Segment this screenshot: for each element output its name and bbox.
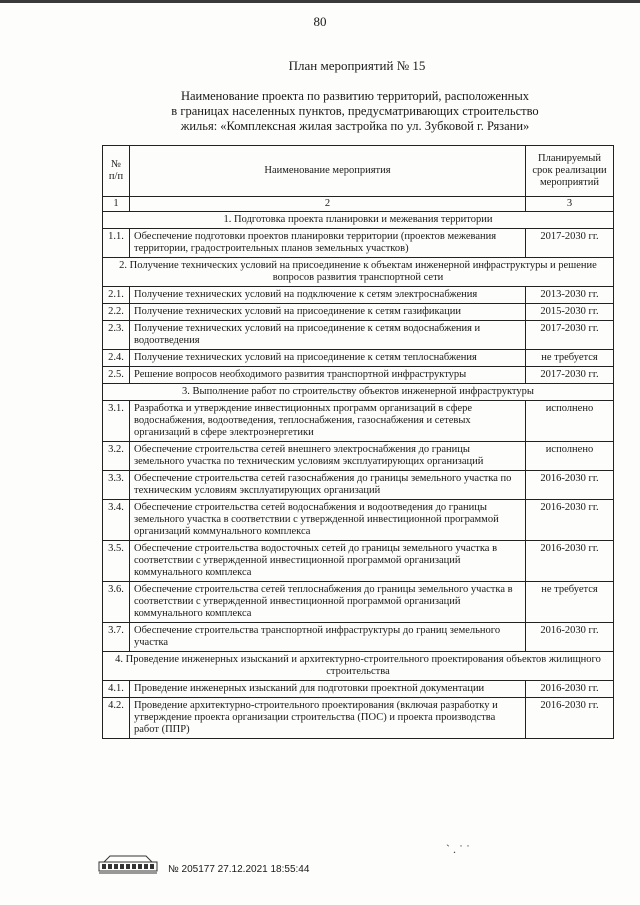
table-row — [103, 623, 614, 652]
row-num: 2.2. — [103, 304, 130, 321]
project-name — [120, 89, 590, 134]
row-num: 3.7. — [103, 623, 130, 652]
row-term: 2015-2030 гг. — [526, 304, 614, 321]
table-row — [103, 229, 614, 258]
table-row — [103, 321, 614, 350]
table-row — [103, 401, 614, 442]
row-num: 4.1. — [103, 681, 130, 698]
scan-top-edge — [0, 0, 640, 10]
section-row — [103, 258, 614, 287]
row-term: исполнено — [526, 401, 614, 442]
row-term: 2016-2030 гг. — [526, 471, 614, 500]
column-number: 1 — [103, 197, 130, 212]
header-name: Наименование мероприятия — [130, 146, 526, 197]
row-name: Решение вопросов необходимого развития транспортной инфраструктуры — [130, 367, 526, 384]
row-num: 2.1. — [103, 287, 130, 304]
table-row — [103, 681, 614, 698]
row-term: 2016-2030 гг. — [526, 500, 614, 541]
table-row — [103, 367, 614, 384]
row-name: Обеспечение подготовки проектов планировки территории (проектов межевания территории, градостроительных планов земельных участков) — [130, 229, 526, 258]
row-name: Обеспечение строительства транспортной инфраструктуры до границ земельного участка — [130, 623, 526, 652]
column-number: 2 — [130, 197, 526, 212]
row-term: не требуется — [526, 350, 614, 367]
section-title: 3. Выполнение работ по строительству объектов инженерной инфраструктуры — [103, 384, 614, 401]
row-name: Обеспечение строительства сетей водоснабжения и водоотведения до границы земельного участка в соответствии с утвержденной инвестиционной программой организаций коммунального комплекса — [130, 500, 526, 541]
table-row — [103, 541, 614, 582]
row-name: Обеспечение строительства сетей внешнего электроснабжения до границы земельного участка по техническим условиям эксплуатирующих организаций — [130, 442, 526, 471]
row-name: Проведение инженерных изысканий для подготовки проектной документации — [130, 681, 526, 698]
page-number: 80 — [313, 14, 327, 29]
table-row — [103, 350, 614, 367]
row-num: 3.3. — [103, 471, 130, 500]
row-num: 1.1. — [103, 229, 130, 258]
row-name: Обеспечение строительства водосточных сетей до границы земельного участка в соответствии с утвержденной инвестиционной программой организаций коммунального комплекса — [130, 541, 526, 582]
scan-marks: ` . ˙ ˙ — [446, 842, 470, 856]
table-row — [103, 287, 614, 304]
row-name: Получение технических условий на присоединение к сетям теплоснабжения — [130, 350, 526, 367]
row-term: не требуется — [526, 582, 614, 623]
project-name-line: Наименование проекта по развитию территорий, расположенных — [180, 89, 530, 103]
section-title: 1. Подготовка проекта планировки и межевания территории — [103, 212, 614, 229]
section-row — [103, 384, 614, 401]
row-name: Получение технических условий на присоединение к сетям водоснабжения и водоотведения — [130, 321, 526, 350]
row-term: 2013-2030 гг. — [526, 287, 614, 304]
row-term: 2017-2030 гг. — [526, 321, 614, 350]
column-number-row — [103, 197, 614, 212]
row-num: 3.2. — [103, 442, 130, 471]
column-number: 3 — [526, 197, 614, 212]
table-row — [103, 582, 614, 623]
table-row — [103, 442, 614, 471]
row-term: 2016-2030 гг. — [526, 623, 614, 652]
row-term: 2016-2030 гг. — [526, 681, 614, 698]
row-num: 3.6. — [103, 582, 130, 623]
section-row — [103, 652, 614, 681]
row-num: 2.5. — [103, 367, 130, 384]
table-row — [103, 471, 614, 500]
row-name: Получение технических условий на подключение к сетям электроснабжения — [130, 287, 526, 304]
project-name-line: в границах населенных пунктов, предусматривающих строительство — [171, 104, 539, 118]
row-name: Разработка и утверждение инвестиционных программ организаций в сфере водоснабжения, водоотведения, теплоснабжения, газоснабжения и сетевых организаций в сфере электроэнергетики — [130, 401, 526, 442]
row-term: 2017-2030 гг. — [526, 229, 614, 258]
table-row — [103, 500, 614, 541]
header-term: Планируемый срок реализации мероприятий — [526, 146, 614, 197]
row-num: 3.5. — [103, 541, 130, 582]
row-name: Обеспечение строительства сетей теплоснабжения до границы земельного участка в соответствии с утвержденной инвестиционной программой организаций коммунального комплекса — [130, 582, 526, 623]
row-num: 4.2. — [103, 698, 130, 739]
row-term: исполнено — [526, 442, 614, 471]
section-title: 4. Проведение инженерных изысканий и архитектурно-строительного проектирования объектов жилищного строительства — [103, 652, 614, 681]
row-name: Проведение архитектурно-строительного проектирования (включая разработку и утверждение проекта организации строительства (ПОС) и проекта производства работ (ППР) — [130, 698, 526, 739]
row-term: 2016-2030 гг. — [526, 541, 614, 582]
section-row — [103, 212, 614, 229]
row-num: 3.4. — [103, 500, 130, 541]
measures-table — [102, 145, 614, 739]
table-row — [103, 304, 614, 321]
project-name-line: жилья: «Комплексная жилая застройка по ул. Зубковой г. Рязани» — [180, 119, 530, 133]
table-header-row — [103, 146, 614, 197]
row-num: 2.3. — [103, 321, 130, 350]
row-name: Получение технических условий на присоединение к сетям газификации — [130, 304, 526, 321]
plan-title: План мероприятий № 15 — [288, 58, 426, 73]
section-title: 2. Получение технических условий на присоединение к объектам инженерной инфраструктуры и решение вопросов развития транспортной сети — [103, 258, 614, 287]
row-num: 2.4. — [103, 350, 130, 367]
row-name: Обеспечение строительства сетей газоснабжения до границы земельного участка по техническим условиям эксплуатирующих организаций — [130, 471, 526, 500]
row-num: 3.1. — [103, 401, 130, 442]
row-term: 2016-2030 гг. — [526, 698, 614, 739]
registry-logo — [98, 853, 158, 875]
table-row — [103, 698, 614, 739]
header-num: № п/п — [103, 146, 130, 197]
registration-stamp: № 205177 27.12.2021 18:55:44 — [168, 864, 310, 875]
row-term: 2017-2030 гг. — [526, 367, 614, 384]
